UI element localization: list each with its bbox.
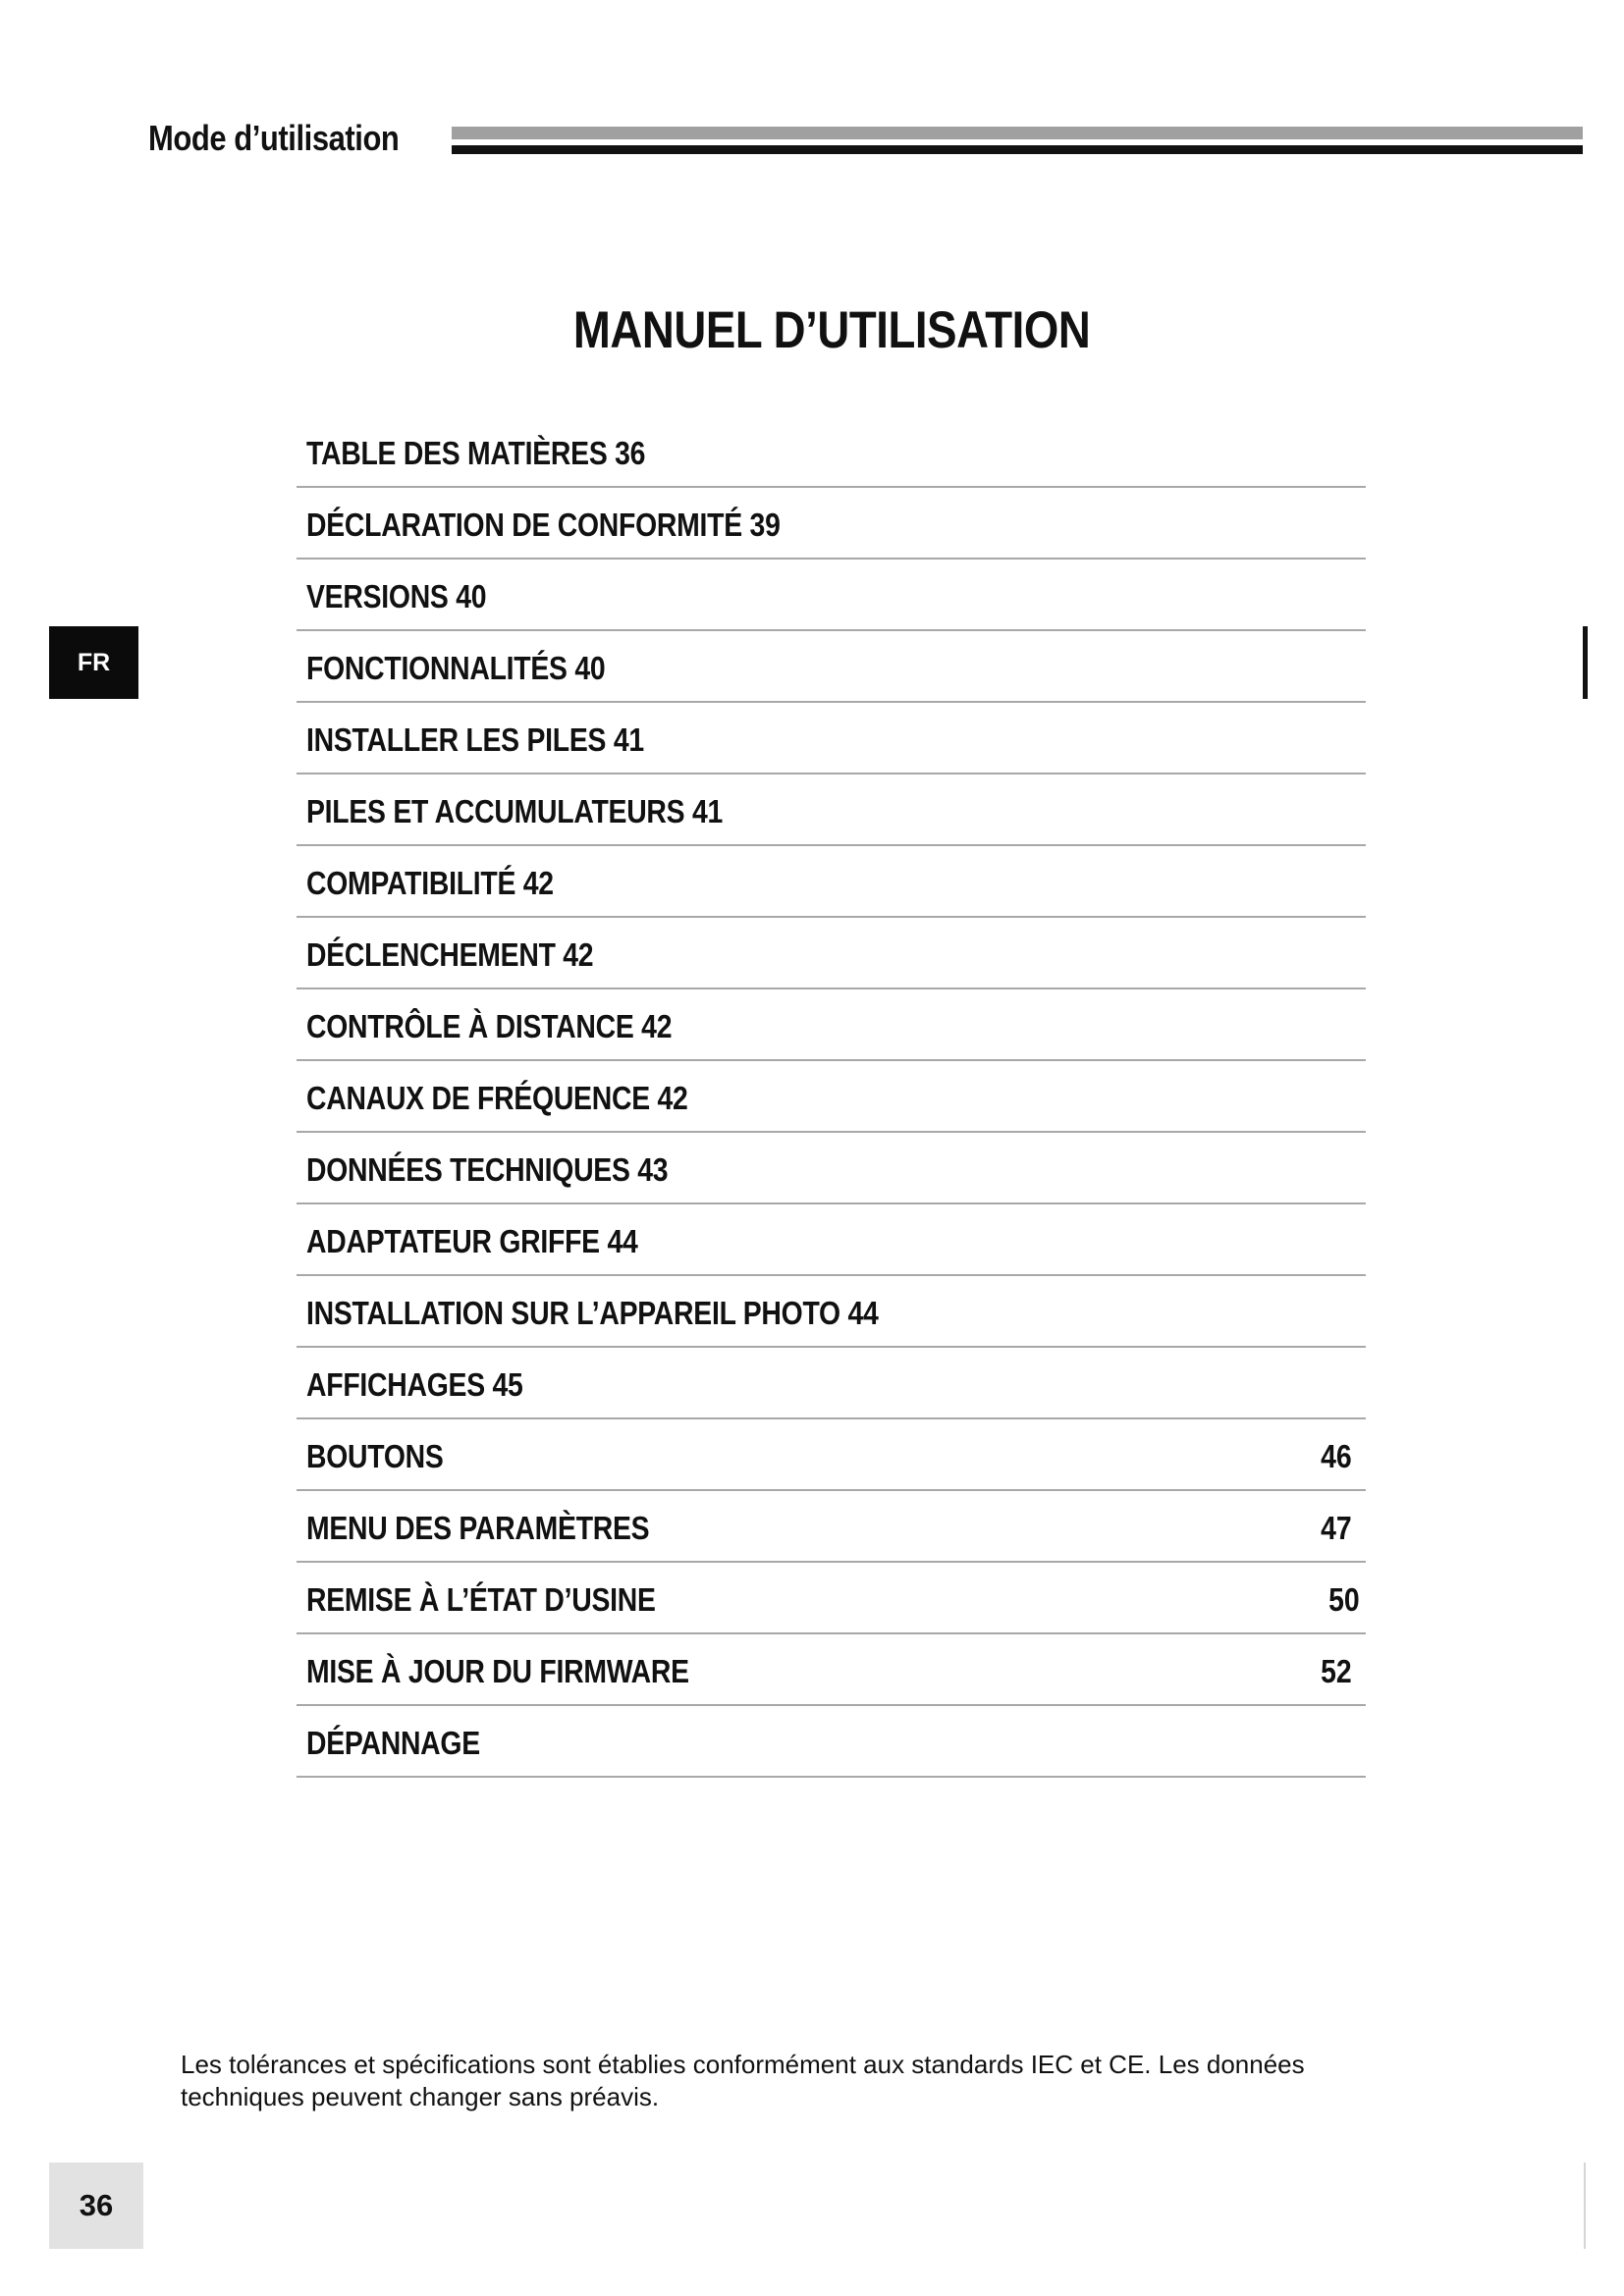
toc-entry[interactable]: [297, 918, 1366, 989]
toc-entry-page: 50: [1328, 1581, 1360, 1618]
toc-entry-label: VERSIONS 40: [306, 578, 487, 614]
toc-entry[interactable]: [297, 989, 1366, 1061]
toc-entry-label: CANAUX DE FRÉQUENCE 42: [306, 1080, 688, 1116]
table-of-contents: [297, 416, 1366, 1778]
toc-entry-label: CONTRÔLE À DISTANCE 42: [306, 1008, 673, 1044]
toc-entry[interactable]: [297, 1563, 1366, 1634]
toc-entry-label: MISE À JOUR DU FIRMWARE: [306, 1653, 689, 1689]
toc-entry-label: BOUTONS: [306, 1438, 444, 1474]
toc-entry[interactable]: [297, 1634, 1366, 1706]
toc-entry-label: DÉCLENCHEMENT 42: [306, 936, 594, 973]
toc-entry-label: REMISE À L’ÉTAT D’USINE: [306, 1581, 656, 1618]
toc-entry-label: TABLE DES MATIÈRES 36: [306, 435, 646, 471]
toc-entry[interactable]: [297, 1706, 1366, 1778]
toc-entry[interactable]: [297, 703, 1366, 774]
page-title: [0, 300, 1624, 360]
toc-entry[interactable]: [297, 416, 1366, 488]
toc-entry[interactable]: [297, 488, 1366, 560]
toc-entry[interactable]: [297, 1204, 1366, 1276]
page-title-text: MANUEL D’UTILISATION: [572, 301, 1091, 359]
toc-entry-page: 47: [1321, 1510, 1352, 1546]
toc-entry-page: 52: [1321, 1653, 1352, 1689]
header-rule-grey: [452, 127, 1583, 139]
toc-entry-label: DÉCLARATION DE CONFORMITÉ 39: [306, 507, 781, 543]
toc-entry[interactable]: [297, 1491, 1366, 1563]
toc-entry-label: INSTALLER LES PILES 41: [306, 721, 644, 758]
header-section-title: Mode d’utilisation: [148, 118, 400, 158]
toc-entry[interactable]: [297, 631, 1366, 703]
toc-entry-label: MENU DES PARAMÈTRES: [306, 1510, 650, 1546]
toc-entry-label: PILES ET ACCUMULATEURS 41: [306, 793, 724, 829]
toc-entry-label: DONNÉES TECHNIQUES 43: [306, 1151, 669, 1188]
toc-entry-label: COMPATIBILITÉ 42: [306, 865, 554, 901]
toc-entry[interactable]: [297, 1061, 1366, 1133]
toc-entry[interactable]: [297, 1276, 1366, 1348]
toc-entry-label: AFFICHAGES 45: [306, 1366, 523, 1403]
edge-marker: [1583, 626, 1588, 699]
toc-entry-page: 46: [1321, 1438, 1352, 1474]
toc-entry[interactable]: [297, 1419, 1366, 1491]
language-tab: FR: [49, 626, 138, 699]
toc-entry[interactable]: [297, 1133, 1366, 1204]
toc-entry-label: ADAPTATEUR GRIFFE 44: [306, 1223, 638, 1259]
footnote: Les tolérances et spécifications sont établies conformément aux standards IEC et CE. Les données techniques peuvent changer sans préavis.: [181, 2050, 1305, 2111]
toc-entry[interactable]: [297, 846, 1366, 918]
toc-entry[interactable]: [297, 774, 1366, 846]
edge-marker-bottom: [1584, 2163, 1586, 2249]
toc-entry-label: DÉPANNAGE: [306, 1725, 480, 1761]
toc-entry-label: INSTALLATION SUR L’APPAREIL PHOTO 44: [306, 1295, 879, 1331]
toc-entry-label: FONCTIONNALITÉS 40: [306, 650, 606, 686]
page-number: 36: [49, 2163, 143, 2249]
header-rule-black: [452, 145, 1583, 154]
toc-entry[interactable]: [297, 1348, 1366, 1419]
toc-entry[interactable]: [297, 560, 1366, 631]
